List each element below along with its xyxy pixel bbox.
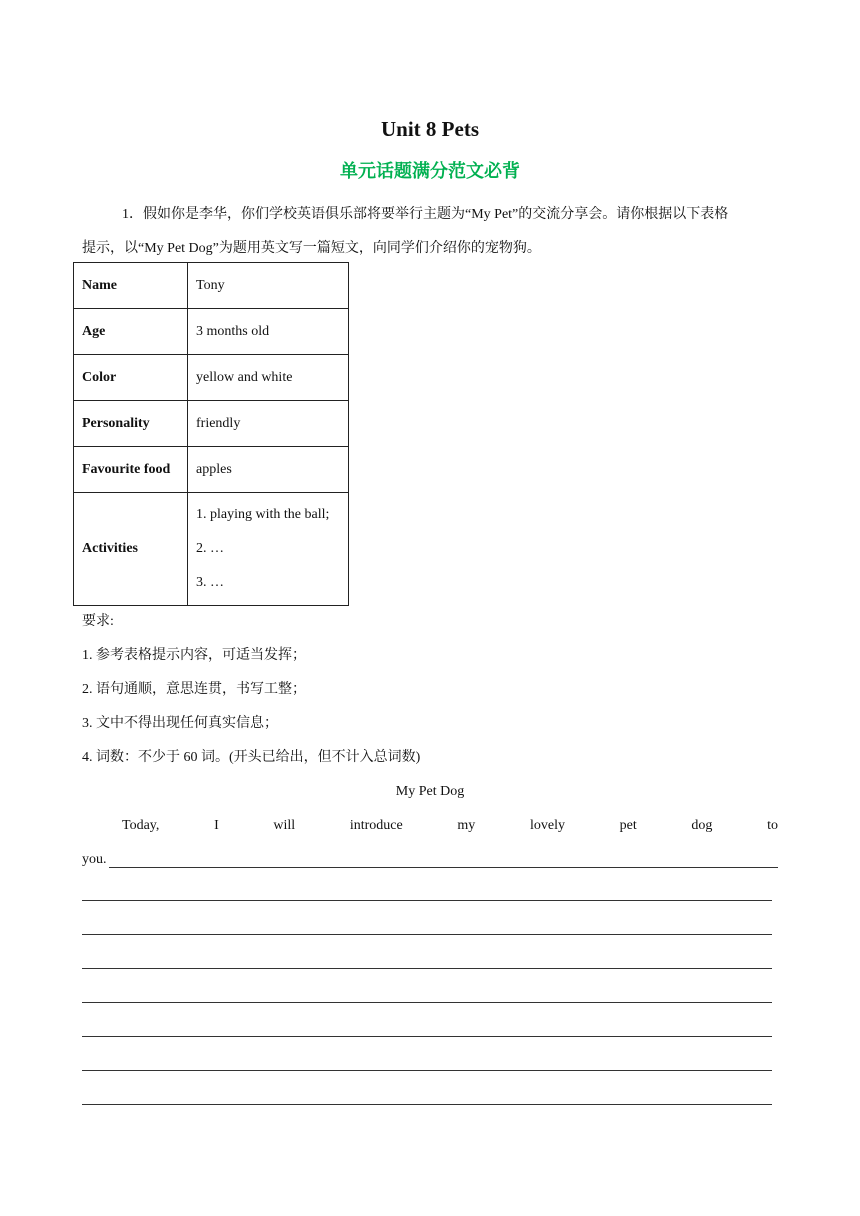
opening-word: to (767, 818, 778, 833)
writing-blank[interactable] (109, 867, 779, 868)
opening-word: I (214, 818, 219, 833)
requirement-item: 4. 词数：不少于 60 词。(开头已给出，但不计入总词数) (82, 750, 421, 765)
task-line-2: 提示，以“My Pet Dog”为题用英文写一篇短文，向同学们介绍你的宠物狗。 (82, 241, 541, 256)
opening-line (82, 809, 778, 843)
requirements (82, 605, 782, 775)
writing-line[interactable] (82, 900, 772, 901)
pet-info-table (73, 262, 349, 606)
table-value-cell: apples (188, 447, 349, 493)
requirement-item: 2. 语句通顺，意思连贯，书写工整； (82, 682, 306, 697)
requirement-item: 3. 文中不得出现任何真实信息； (82, 716, 278, 731)
table-key-cell: Name (74, 263, 188, 309)
table-value-cell: Tony (188, 263, 349, 309)
opening-word: introduce (349, 818, 403, 833)
table-row (74, 447, 349, 493)
opening-word: dog (691, 818, 713, 833)
activity-item: 2. … (196, 541, 224, 556)
opening-line-2 (82, 843, 778, 877)
writing-line[interactable] (82, 968, 772, 969)
table-row (74, 309, 349, 355)
table-key-cell: Color (74, 355, 188, 401)
writing-line[interactable] (82, 1036, 772, 1037)
activity-item: 1. playing with the ball; (196, 507, 330, 522)
table-row (74, 401, 349, 447)
writing-line[interactable] (82, 1070, 772, 1071)
table-value-cell: friendly (188, 401, 349, 447)
writing-line[interactable] (82, 1104, 772, 1105)
writing-line[interactable] (82, 1002, 772, 1003)
task-instructions (82, 198, 782, 266)
opening-word: my (457, 818, 476, 833)
activity-item: 3. … (196, 575, 224, 590)
opening-word: Today, (122, 818, 160, 833)
table-value-cell: yellow and white (188, 355, 349, 401)
table-key-cell: Personality (74, 401, 188, 447)
table-row (74, 355, 349, 401)
activities-cell (188, 493, 349, 606)
opening-word: pet (619, 818, 637, 833)
page-title: Unit 8 Pets (381, 117, 479, 141)
essay-title: My Pet Dog (395, 784, 465, 799)
table-row (74, 263, 349, 309)
writing-line[interactable] (82, 934, 772, 935)
task-line-1: 1．假如你是李华，你们学校英语俱乐部将要举行主题为“My Pet”的交流分享会。请你根据以下表格 (122, 207, 729, 222)
page-subtitle: 单元话题满分范文必背 (340, 161, 520, 182)
opening-word: lovely (529, 818, 565, 833)
opening-word: will (273, 818, 296, 833)
opening-end-word: you. (82, 852, 107, 867)
table-key-cell: Activities (74, 493, 188, 606)
essay-opening (82, 809, 778, 877)
table-value-cell: 3 months old (188, 309, 349, 355)
requirements-heading: 要求: (82, 614, 114, 629)
table-row (74, 493, 349, 606)
table-key-cell: Favourite food (74, 447, 188, 493)
table-key-cell: Age (74, 309, 188, 355)
requirement-item: 1. 参考表格提示内容，可适当发挥； (82, 648, 306, 663)
